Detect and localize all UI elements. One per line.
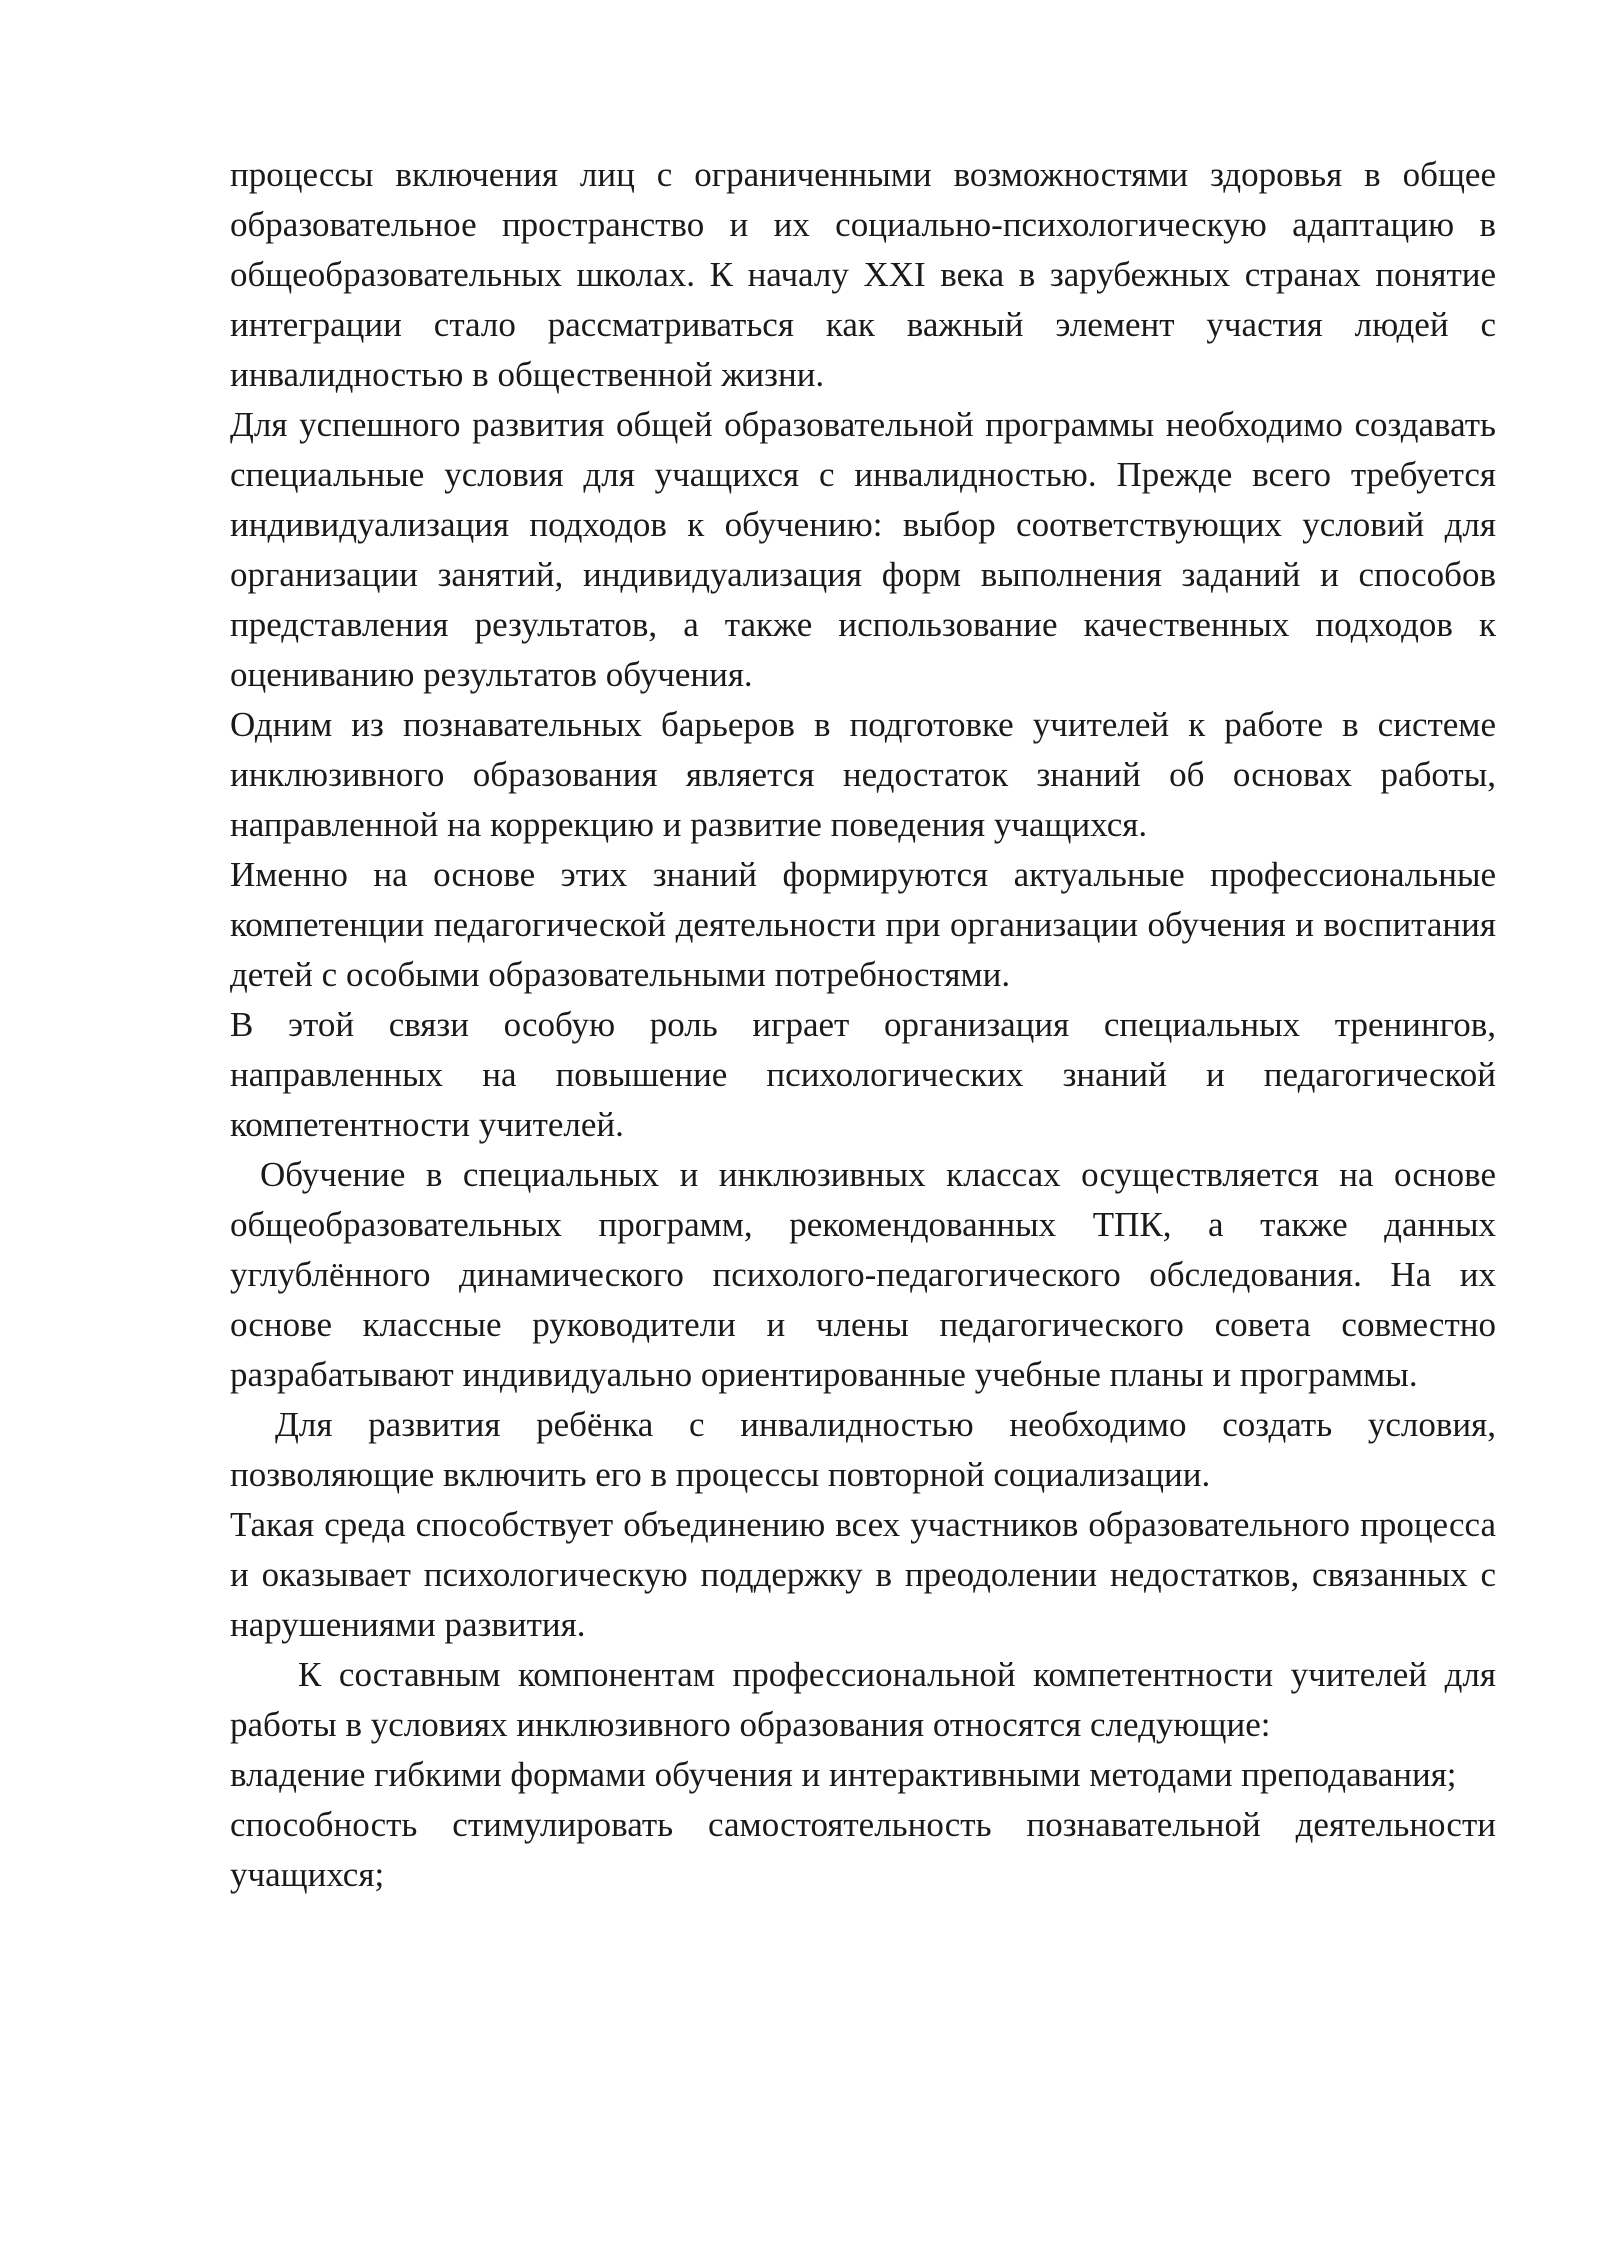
- paragraph-environment: Такая среда способствует объединению всех участников образовательного процесса и оказывает психологическую поддержку в преодолении недостатков, связанных с нарушениями развития.: [230, 1505, 1496, 1644]
- paragraph-cognitive-barriers: Одним из познавательных барьеров в подготовке учителей к работе в системе инклюзивного образования является недостаток знаний об основах работы, направленной на коррекцию и развитие поведения учащихся.: [230, 705, 1496, 844]
- paragraph-competencies: Именно на основе этих знаний формируются актуальные профессиональные компетенции педагогической деятельности при организации обучения и воспитания детей с особыми образовательными потребностями.: [230, 855, 1496, 994]
- list-item-flexible-forms: владение гибкими формами обучения и интерактивными методами преподавания;: [230, 1755, 1457, 1794]
- paragraph-integration-intro: процессы включения лиц с ограниченными возможностями здоровья в общее образовательное пространство и их социально-психологическую адаптацию в общеобразовательных школах. К началу XXI века в зарубежных странах понятие интеграции стало рассматриваться как важный элемент участия людей с инвалидностью в общественной жизни.: [230, 155, 1496, 394]
- document-page: [230, 150, 1496, 1900]
- paragraph-trainings: В этой связи особую роль играет организация специальных тренингов, направленных на повышение психологических знаний и педагогической компетентности учителей.: [230, 1005, 1496, 1144]
- paragraph-components-intro: К составным компонентам профессиональной компетентности учителей для работы в условиях инклюзивного образования относятся следующие:: [230, 1655, 1496, 1744]
- list-item-stimulate-independence: способность стимулировать самостоятельность познавательной деятельности учащихся;: [230, 1805, 1496, 1894]
- paragraph-special-conditions: Для успешного развития общей образовательной программы необходимо создавать специальные условия для учащихся с инвалидностью. Прежде всего требуется индивидуализация подходов к обучению: выбор соответствующих условий для организации занятий, индивидуализация форм выполнения заданий и способов представления результатов, а также использование качественных подходов к оцениванию результатов обучения.: [230, 405, 1496, 694]
- paragraph-child-development: Для развития ребёнка с инвалидностью необходимо создать условия, позволяющие включить его в процессы повторной социализации.: [230, 1405, 1496, 1494]
- paragraph-inclusive-classes: Обучение в специальных и инклюзивных классах осуществляется на основе общеобразовательных программ, рекомендованных ТПК, а также данных углублённого динамического психолого-педагогического обследования. На их основе классные руководители и члены педагогического совета совместно разрабатывают индивидуально ориентированные учебные планы и программы.: [230, 1155, 1496, 1394]
